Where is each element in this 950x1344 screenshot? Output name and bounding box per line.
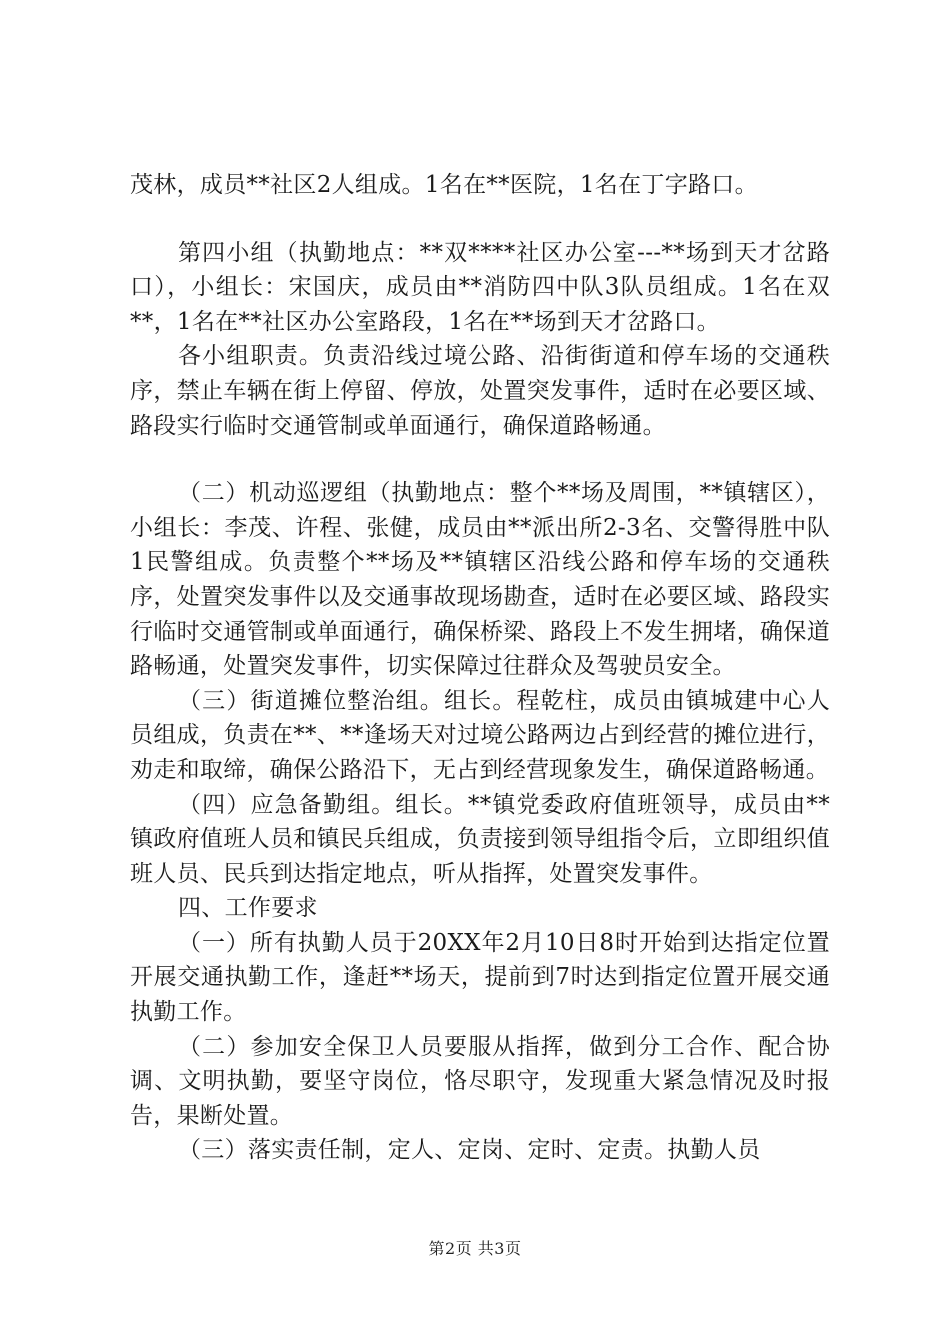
paragraph-street-stall-group: （三）街道摊位整治组。组长。程乾柱，成员由镇城建中心人员组成，负责在**、**逢场天对过境公路两边占到经营的摊位进行，劝走和取缔，确保公路沿下，无占到经营现象发生，确保道路畅通。 bbox=[130, 687, 830, 783]
paragraph-continuation: 茂林，成员**社区2人组成。1名在**医院，1名在丁字路口。 bbox=[130, 172, 758, 198]
paragraph-group-four: 第四小组（执勤地点：**双****社区办公室---**场到天才岔路口），小组长：宋国庆，成员由**消防四中队3队员组成。1名在双**，1名在**社区办公室路段，1名在**场到天才岔路口。 bbox=[130, 239, 830, 335]
paragraph-requirement-three: （三）落实责任制，定人、定岗、定时、定责。执勤人员 bbox=[178, 1137, 761, 1164]
paragraph-requirement-one: （一）所有执勤人员于20XX年2月10日8时开始到达指定位置开展交通执勤工作，逢赶**场天，提前到7时达到指定位置开展交通执勤工作。 bbox=[130, 929, 830, 1026]
paragraph-patrol-group: （二）机动巡逻组（执勤地点：整个**场及周围，**镇辖区），小组长：李茂、许程、张健，成员由**派出所2-3名、交警得胜中队1民警组成。负责整个**场及**镇辖区沿线公路和停车场的交通秩序，处置突发事件以及交通事故现场勘查，适时在必要区域、路段实行临时交通管制或单面通行，确保桥梁、路段上不发生拥堵，确保道路畅通，处置突发事件，切实保障过往群众及驾驶员安全。 bbox=[130, 480, 830, 680]
document-body bbox=[130, 168, 830, 1168]
paragraph-group-duties: 各小组职责。负责沿线过境公路、沿街街道和停车场的交通秩序，禁止车辆在街上停留、停放，处置突发事件，适时在必要区域、路段实行临时交通管制或单面通行，确保道路畅通。 bbox=[130, 343, 830, 439]
section-heading-work-requirements: 四、工作要求 bbox=[178, 895, 318, 922]
paragraph-emergency-group: （四）应急备勤组。组长。**镇党委政府值班领导，成员由**镇政府值班人员和镇民兵组成，负责接到领导组指令后，立即组织值班人员、民兵到达指定地点，听从指挥，处置突发事件。 bbox=[130, 791, 830, 887]
page-number-footer: 第2页 共3页 bbox=[428, 1239, 522, 1258]
paragraph-requirement-two: （二）参加安全保卫人员要服从指挥，做到分工合作、配合协调、文明执勤，要坚守岗位，恪尽职守，发现重大紧急情况及时报告，果断处置。 bbox=[130, 1033, 830, 1129]
